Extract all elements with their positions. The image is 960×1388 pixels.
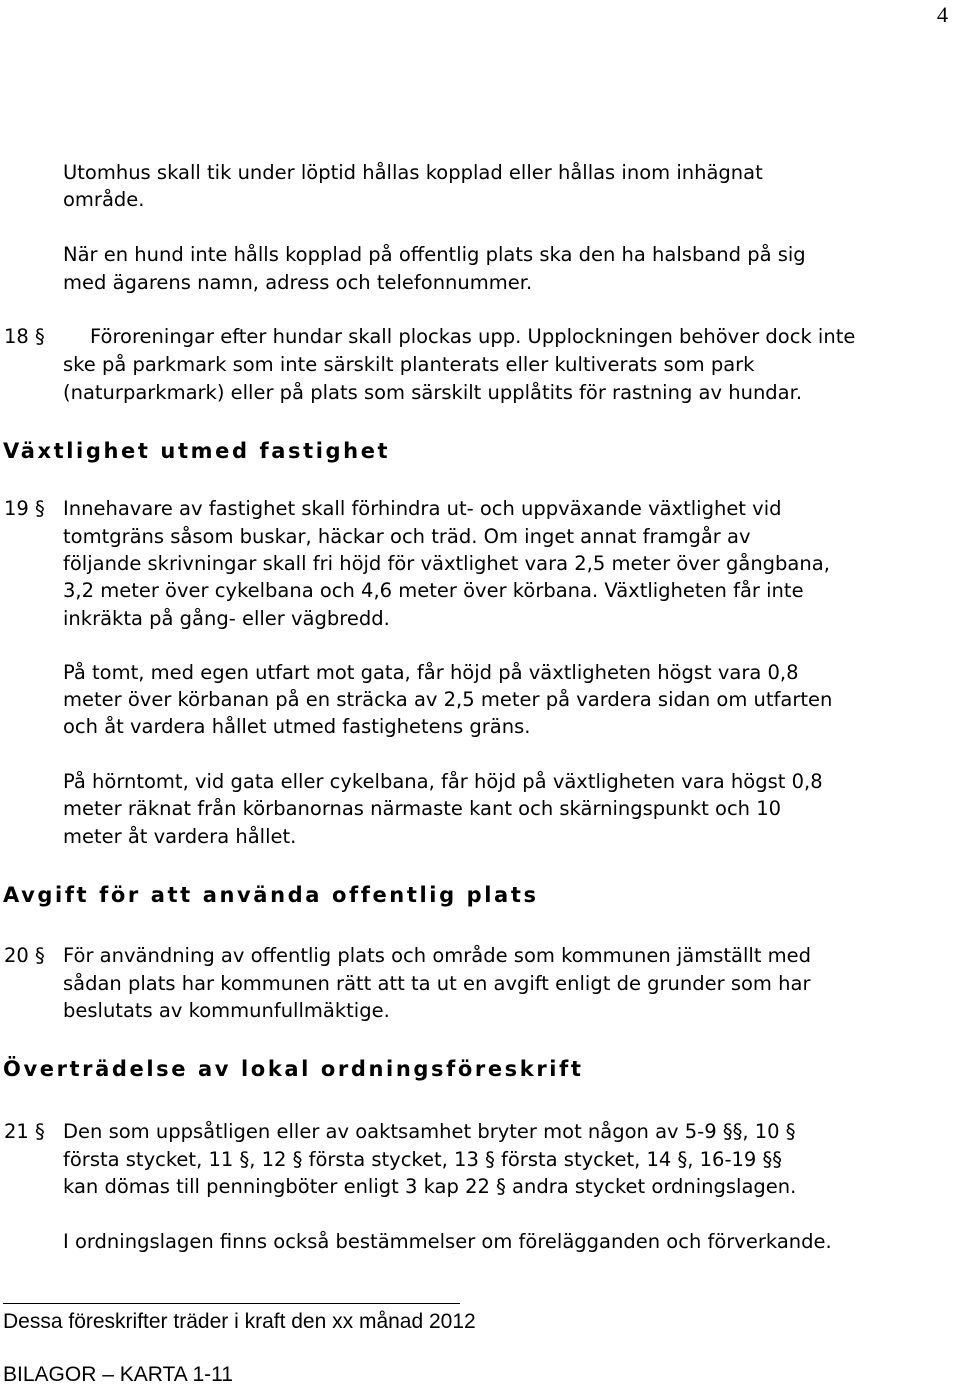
section-number: 18 § — [4, 325, 45, 348]
text-line: sådan plats har kommunen rätt att ta ut en avgift enligt de grunder som har — [63, 972, 811, 995]
page-number: 4 — [937, 2, 948, 27]
attachments-note: BILAGOR – KARTA 1-11 — [3, 1363, 233, 1386]
effective-date-note: Dessa föreskrifter träder i kraft den xx månad 2012 — [3, 1310, 476, 1333]
text-line: Den som uppsåtligen eller av oaktsamhet bryter mot någon av 5-9 §§, 10 § — [63, 1120, 796, 1143]
text-line: tomtgräns såsom buskar, häckar och träd. Om inget annat framgår av — [63, 525, 751, 548]
section-number: 20 § — [4, 944, 45, 967]
text-line: första stycket, 11 §, 12 § första stycket, 13 § första stycket, 14 §, 16-19 §§ — [63, 1148, 783, 1171]
text-line: område. — [63, 188, 145, 211]
text-line: På hörntomt, vid gata eller cykelbana, får höjd på växtligheten vara högst 0,8 — [63, 770, 823, 793]
section-heading: Växtlighet utmed fastighet — [3, 439, 391, 463]
text-line: kan dömas till penningböter enligt 3 kap 22 § andra stycket ordningslagen. — [63, 1175, 797, 1198]
text-line: Föroreningar efter hundar skall plockas upp. Upplockningen behöver dock inte — [90, 325, 856, 348]
text-line: meter åt vardera hållet. — [63, 825, 297, 848]
section-number: 19 § — [4, 497, 45, 520]
text-line: följande skrivningar skall fri höjd för växtlighet vara 2,5 meter över gångbana, — [63, 552, 830, 575]
section-heading: Överträdelse av lokal ordningsföreskrift — [3, 1057, 584, 1081]
text-line: med ägarens namn, adress och telefonnummer. — [63, 271, 533, 294]
text-line: meter över körbanan på en sträcka av 2,5 meter på vardera sidan om utfarten — [63, 688, 833, 711]
text-line: ske på parkmark som inte särskilt planterats eller kultiverats som park — [63, 353, 755, 376]
text-line: När en hund inte hålls kopplad på offentlig plats ska den ha halsband på sig — [63, 243, 806, 266]
text-line: På tomt, med egen utfart mot gata, får höjd på växtligheten högst vara 0,8 — [63, 661, 799, 684]
text-line: Utomhus skall tik under löptid hållas kopplad eller hållas inom inhägnat — [63, 161, 763, 184]
text-line: 3,2 meter över cykelbana och 4,6 meter över körbana. Växtligheten får inte — [63, 579, 804, 602]
text-line: inkräkta på gång- eller vägbredd. — [63, 607, 390, 630]
text-line: meter räknat från körbanornas närmaste kant och skärningspunkt och 10 — [63, 797, 782, 820]
section-heading: Avgift för att använda offentlig plats — [3, 883, 539, 907]
text-line: I ordningslagen finns också bestämmelser om förelägganden och förverkande. — [63, 1230, 832, 1253]
text-line: För användning av offentlig plats och område som kommunen jämställt med — [63, 944, 812, 967]
text-line: och åt vardera hållet utmed fastighetens gräns. — [63, 715, 531, 738]
text-line: beslutats av kommunfullmäktige. — [63, 999, 390, 1022]
text-line: Innehavare av fastighet skall förhindra ut- och uppväxande växtlighet vid — [63, 497, 782, 520]
text-line: (naturparkmark) eller på plats som särskilt upplåtits för rastning av hundar. — [63, 381, 803, 404]
footnote-divider — [3, 1303, 460, 1304]
section-number: 21 § — [4, 1120, 45, 1143]
